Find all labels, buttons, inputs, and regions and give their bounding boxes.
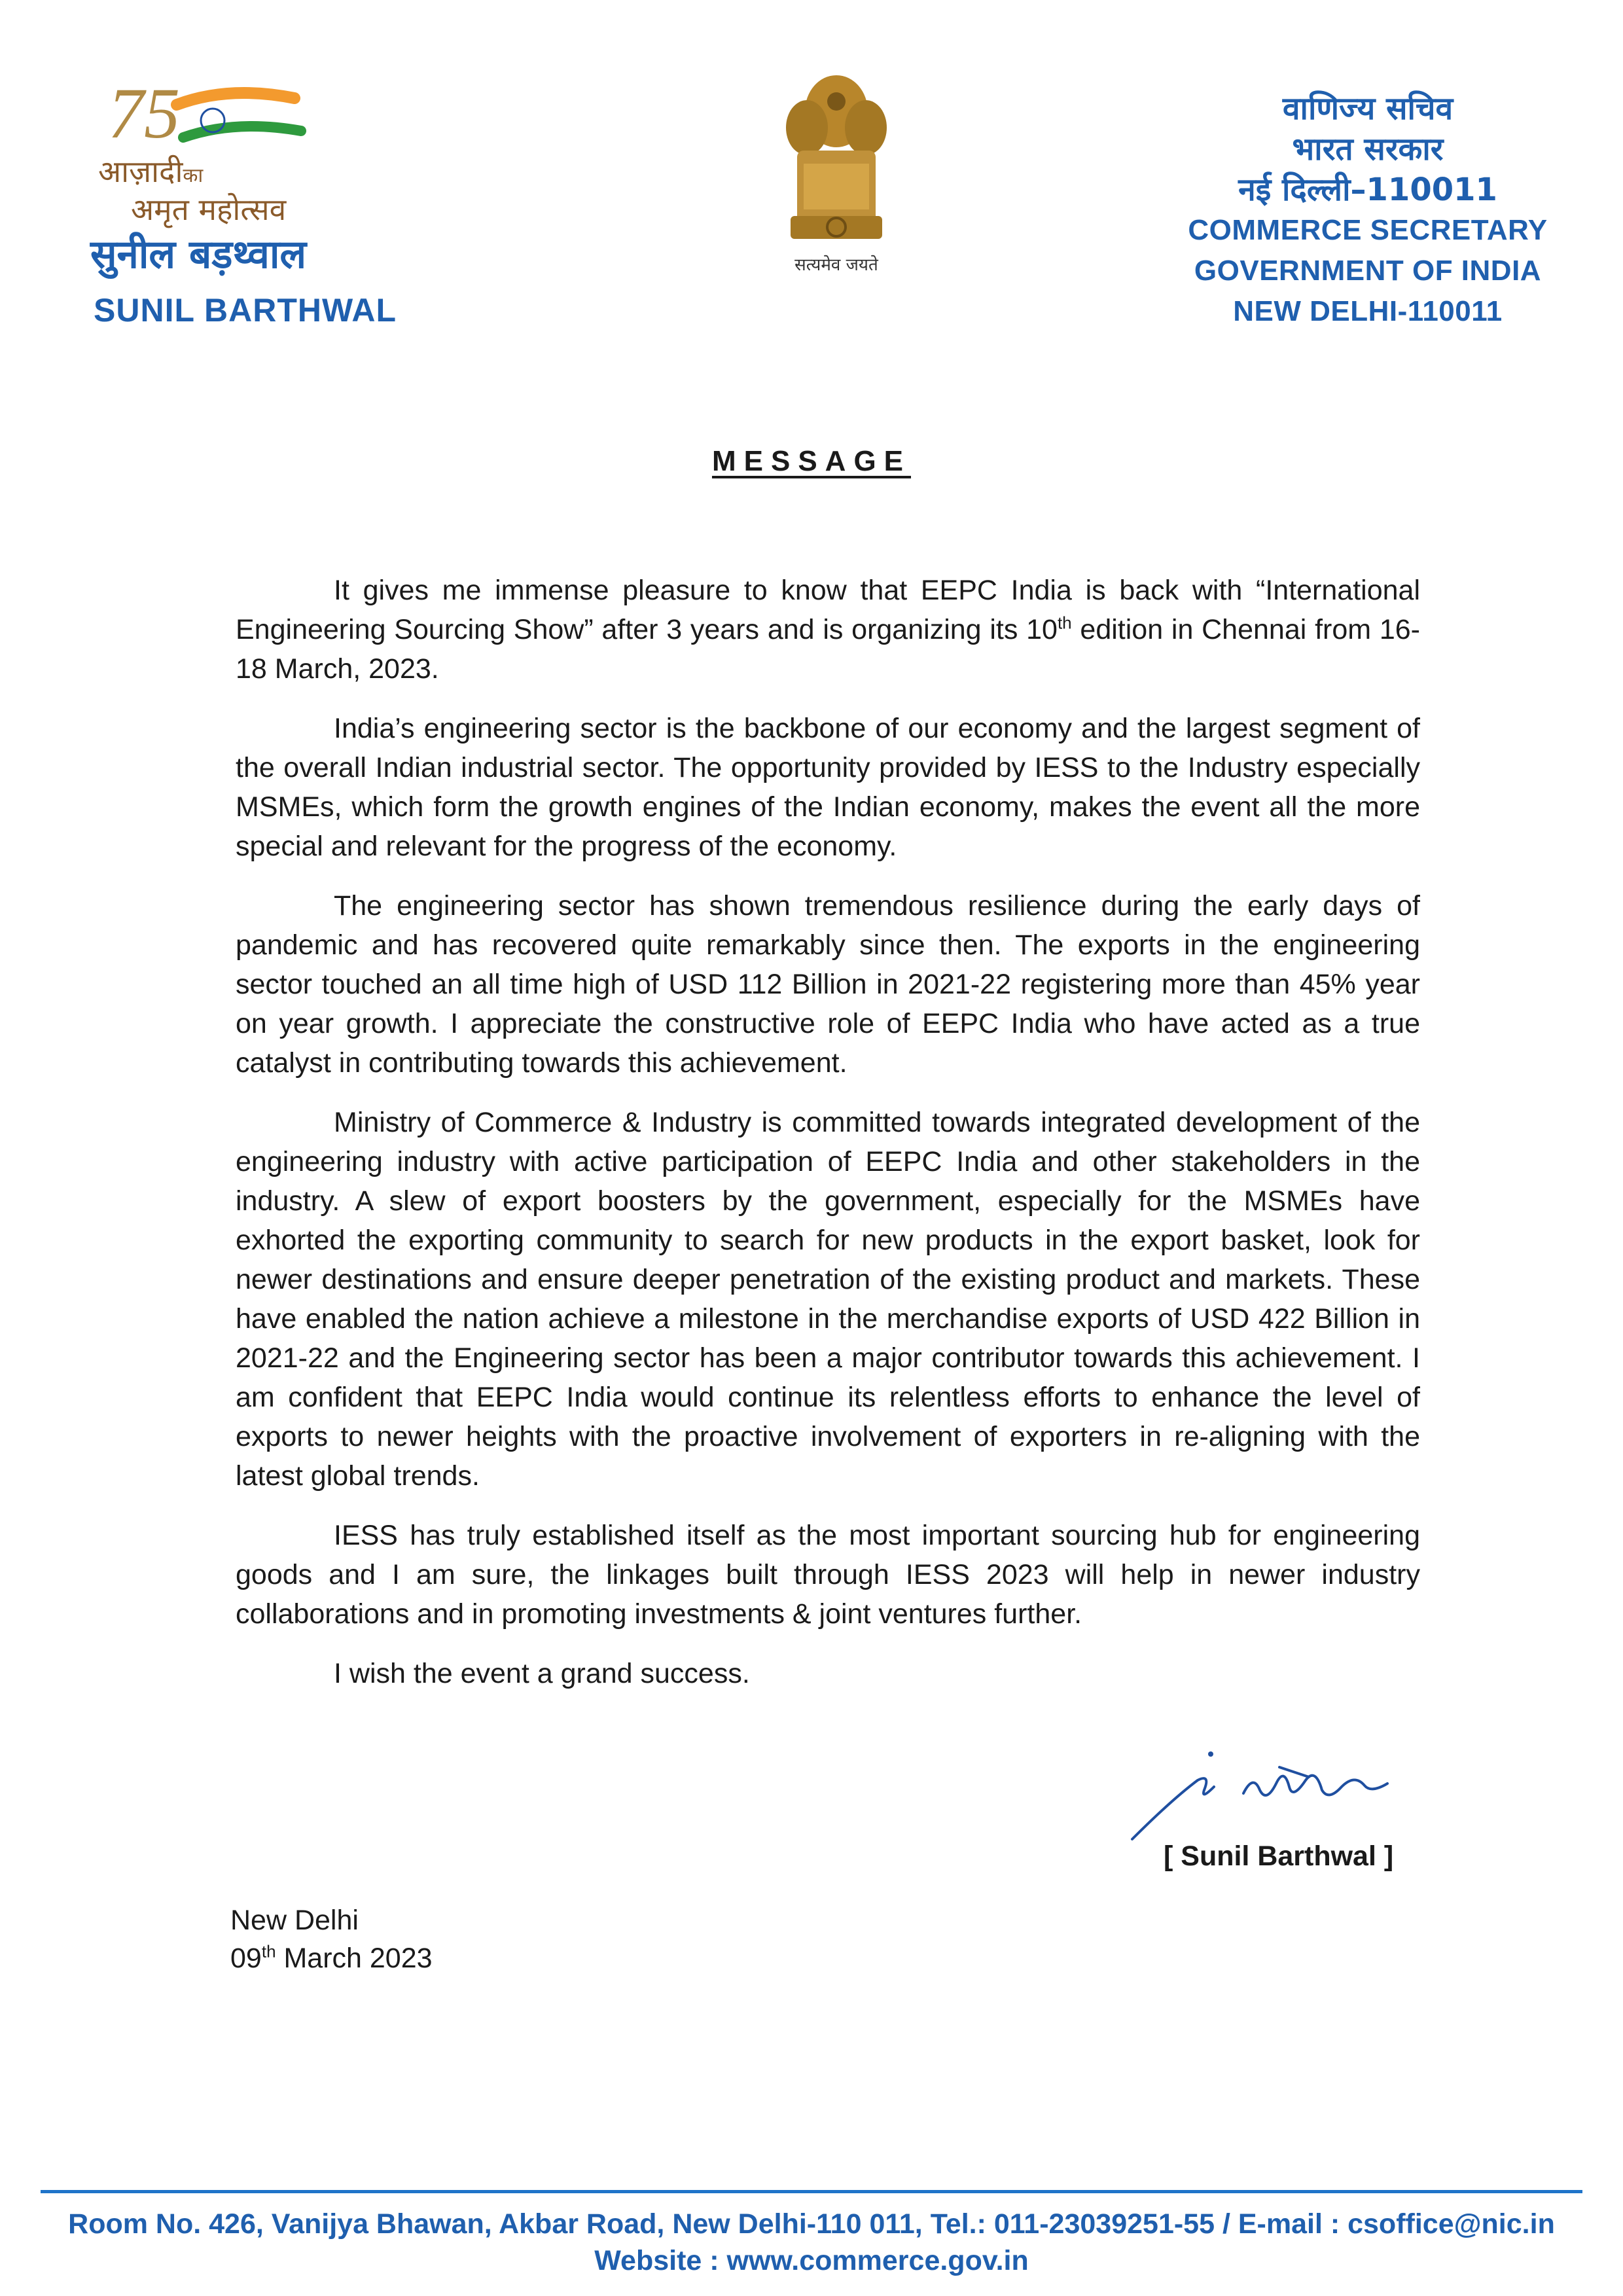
logo-text-line2: अमृत महोत्सव [131, 192, 287, 227]
office-address-block [1158, 88, 1577, 332]
logo-text-line1: आज़ादीका [98, 154, 204, 189]
place: New Delhi [230, 1905, 359, 1936]
office-english-line1: COMMERCE SECRETARY [1188, 214, 1548, 246]
footer-contact [0, 2206, 1623, 2279]
azadi-ka-amrit-mahotsav-logo [98, 72, 321, 227]
paragraph-5: IESS has truly established itself as the most important sourcing hub for engineering goods and I am sure, the linkages built through IESS 2023 will help in newer industry collaborations and in promoting investments & joint ventures further. [236, 1520, 1420, 1630]
sender-name-english: SUNIL BARTHWAL [94, 292, 397, 329]
footer-website: Website : www.commerce.gov.in [594, 2245, 1029, 2276]
logo-number: 75 [108, 73, 180, 153]
date: 09th March 2023 [230, 1941, 433, 1974]
sender-name-hindi: सुनील बड़थ्वाल [90, 232, 307, 278]
message-heading: MESSAGE [711, 445, 912, 477]
message-body [236, 571, 1420, 1713]
office-hindi-line3: नई दिल्ली–110011 [1238, 171, 1497, 208]
handwritten-signature [1113, 1728, 1427, 1859]
paragraph-4: Ministry of Commerce & Industry is committed towards integrated development of the engineering industry with active participation of EEPC India and other stakeholders in the industry. A slew of export boosters by the government, especially for the MSMEs have exhorted the exporting community to search for new products in the export basket, look for newer destinations and ensure deeper penetration of the existing product and markets. These have enabled the nation achieve a milestone in the merchandise exports of USD 422 Billion in 2021-22 and the Engineering sector has been a major contributor towards this achievement. I am confident that EEPC India would continue its relentless efforts to enhance the level of exports to newer heights with the proactive involvement of exporters in re-aligning with the latest global trends. [236, 1107, 1420, 1492]
paragraph-3: The engineering sector has shown tremendous resilience during the early days of pandemic and has recovered quite remarkably since then. The exports in the engineering sector touched an all time high of USD 112 Billion in 2021-22 registering more than 45% year on year growth. I appreciate the constructive role of EEPC India who have acted as a true catalyst in contributing towards this achievement. [236, 890, 1420, 1079]
paragraph-1: It gives me immense pleasure to know that EEPC India is back with “International Engineering Sourcing Show” after 3 years and is organizing its 10th edition in Chennai from 16-18 March, 2023. [236, 575, 1420, 685]
footer-address: Room No. 426, Vanijya Bhawan, Akbar Road, New Delhi-110 011, Tel.: 011-23039251-55 / E-mail : csoffice@nic.in [68, 2208, 1555, 2240]
paragraph-2: India’s engineering sector is the backbone of our economy and the largest segment of the overall Indian industrial sector. The opportunity provided by IESS to the Industry especially MSMEs, which form the growth engines of the Indian economy, makes the event all the more special and relevant for the progress of the economy. [236, 713, 1420, 862]
office-english-line2: GOVERNMENT OF INDIA [1194, 255, 1542, 287]
place-date-block [230, 1901, 433, 1977]
office-hindi-line1: वाणिज्य सचिव [1282, 90, 1454, 127]
national-emblem-icon [771, 65, 902, 281]
office-hindi-line2: भारत सरकार [1292, 131, 1444, 168]
signatory-name: [ Sunil Barthwal ] [1164, 1840, 1394, 1872]
office-english-line3: NEW DELHI-110011 [1233, 295, 1503, 327]
emblem-motto: सत्यमेव जयते [794, 255, 878, 275]
paragraph-6: I wish the event a grand success. [334, 1658, 750, 1689]
footer-rule [41, 2190, 1582, 2193]
tricolour-75-icon [98, 72, 321, 157]
